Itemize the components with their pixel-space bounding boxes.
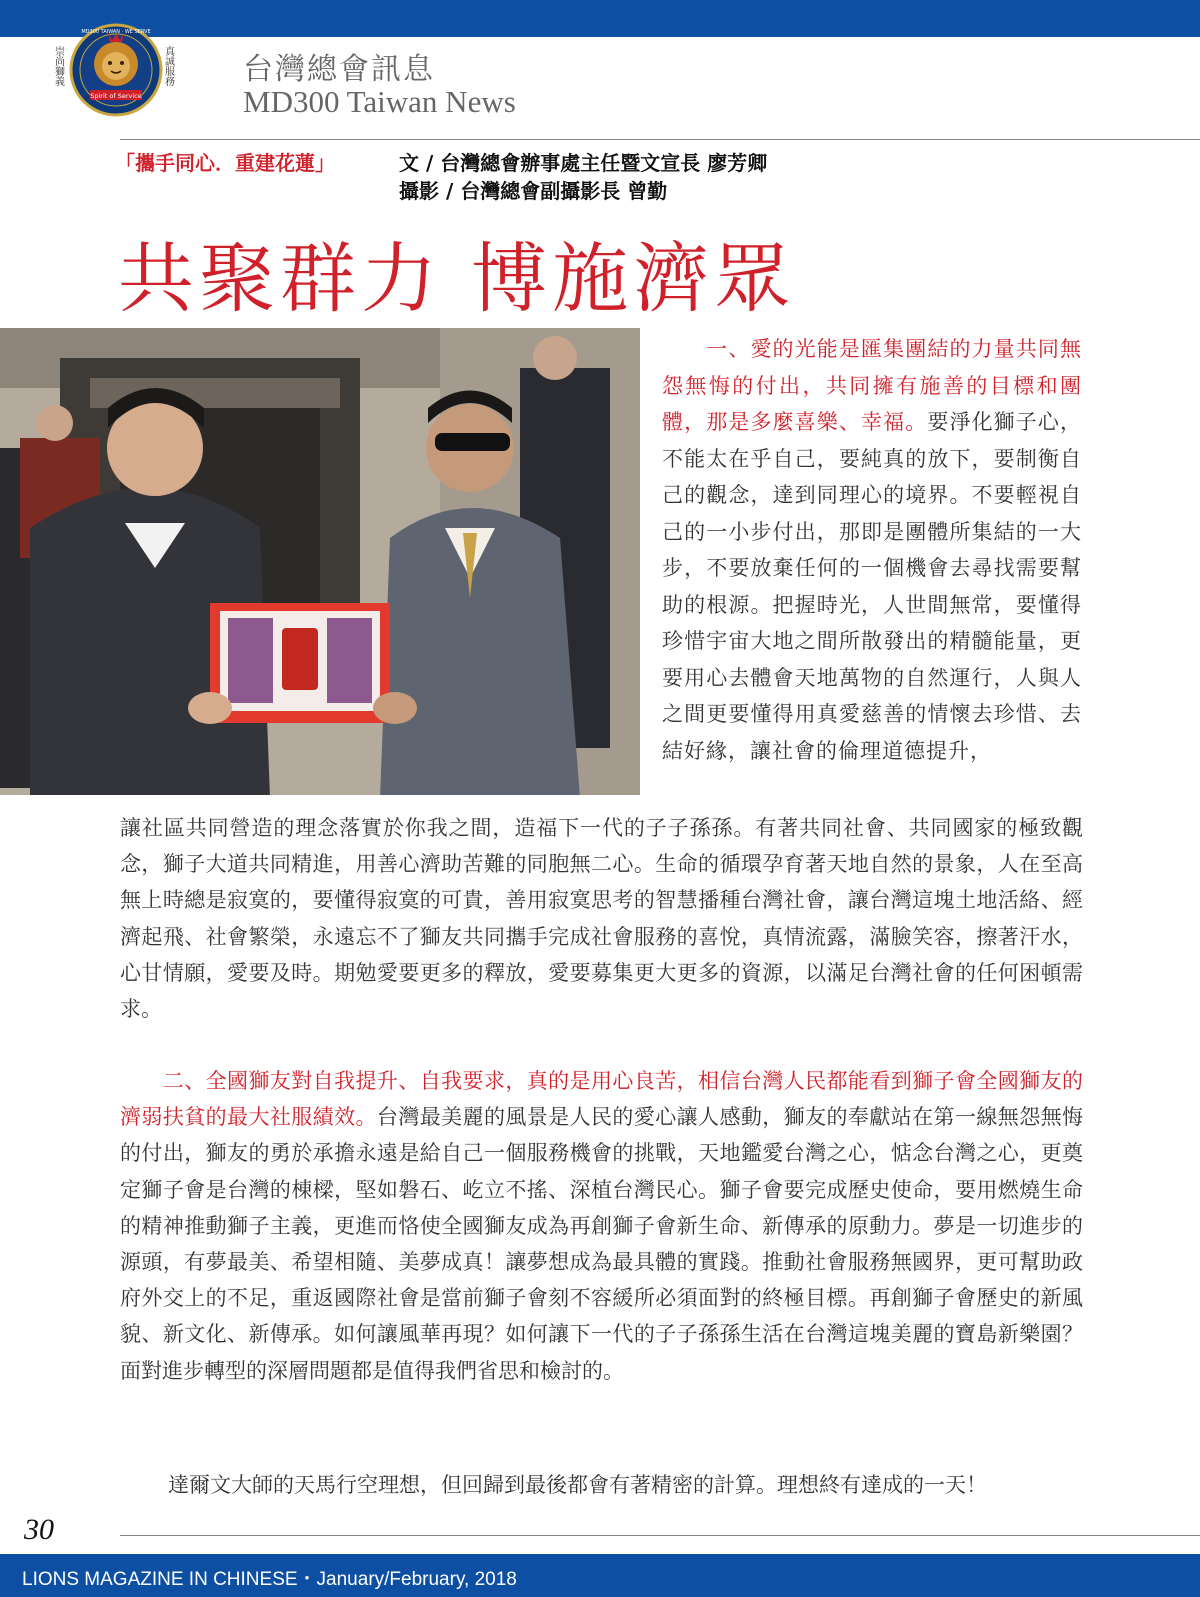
highlight-text: 二、全國獅友對自我提升、自我要求，真的是用心良苦，相信台灣人民都能看到獅子會全國獅友的濟弱扶貧的最大社服績效。 [120, 1069, 1083, 1130]
footer-divider [120, 1535, 1200, 1536]
logo-ring-text: MD300 TAIWAN · WE SERVE [81, 29, 151, 35]
article-paragraph-1-continued: 讓社區共同營造的理念落實於你我之間，造福下一代的子子孫孫。有著共同社會、共同國家的極致觀念，獅子大道共同精進，用善心濟助苦難的同胞無二心。生命的循環孕育著天地自然的景象，人在至高無上時總是寂寞的，要懂得寂寞的可貴，善用寂寞思考的智慧播種台灣社會，讓台灣這塊土地活絡、經濟起飛、社會繁榮，永遠忘不了獅友共同攜手完成社會服務的喜悅，真情流露，滿臉笑容，擦著汗水，心甘情願，愛要及時。期勉愛要更多的釋放，愛要募集更大更多的資源，以滿足台灣社會的任何困頓需求。 [120, 816, 1083, 1022]
photo-two-men-holding-gift-box [0, 328, 640, 795]
magazine-issue: LIONS MAGAZINE IN CHINESE・January/February, 2018 [22, 1569, 517, 1590]
article-paragraph-3: 達爾文大師的天馬行空理想，但回歸到最後都會有著精密的計算。理想終有達成的一天！ [168, 1473, 987, 1497]
article-paragraph-2 [120, 1063, 1083, 1389]
page-number: 30 [24, 1513, 54, 1546]
article-paragraph-1-column [662, 331, 1082, 769]
highlight-text: 一、愛的光能是匯集團結的力量共同無怨無悔的付出，共同擁有施善的目標和團體，那是多麼喜樂、幸福。 [662, 337, 1082, 434]
section-title-en: MD300 Taiwan News [243, 84, 516, 119]
left-motto: 崇尚獅義 [52, 46, 64, 86]
header-divider [120, 139, 1200, 140]
byline-author: 文 / 台灣總會辦事處主任暨文宣長 廖芳卿 [399, 151, 768, 175]
logo-ribbon-text: Spirit of Service [90, 92, 142, 100]
article-title: 共聚群力 博施濟眾 [118, 234, 796, 323]
paragraph-text: 要淨化獅子心，不能太在乎自己，要純真的放下，要制衡自己的觀念，達到同理心的境界。不要輕視自己的一小步付出，那即是團體所集結的一大步，不要放棄任何的一個機會去尋找需要幫助的根源。把握時光，人世間無常，要懂得珍惜宇宙大地之間所散發出的精髓能量，更要用心去體會天地萬物的自然運行，人與人之間更要懂得用真愛慈善的情懷去珍惜、去結好緣，讓社會的倫理道德提升， [662, 410, 1083, 763]
lion-emblem-icon [50, 20, 182, 120]
byline-photographer: 攝影 / 台灣總會副攝影長 曾勤 [399, 179, 668, 203]
paragraph-text: 台灣最美麗的風景是人民的愛心讓人感動，獅友的奉獻站在第一線無怨無悔的付出，獅友的勇於承擔永遠是給自己一個服務機會的挑戰，天地鑑愛台灣之心，惦念台灣之心，更奠定獅子會是台灣的棟樑，堅如磐石、屹立不搖、深植台灣民心。獅子會要完成歷史使命，要用燃燒生命的精神推動獅子主義，更進而恪使全國獅友成為再創獅子會新生命、新傳承的原動力。夢是一切進步的源頭，有夢最美、希望相隨、美夢成真！讓夢想成為最具體的實踐。推動社會服務無國界，更可幫助政府外交上的不足，重返國際社會是當前獅子會刻不容緩所必須面對的終極目標。再創獅子會歷史的新風貌、新文化、新傳承。如何讓風華再現？如何讓下一代的子子孫孫生活在台灣這塊美麗的寶島新樂園？面對進步轉型的深層問題都是值得我們省思和檢討的。 [120, 1105, 1084, 1383]
series-tag: 「攜手同心．重建花蓮」 [115, 151, 335, 175]
section-title-zh: 台灣總會訊息 [243, 52, 435, 87]
right-motto: 真誠服務 [162, 46, 174, 86]
footer-bar [0, 1554, 1200, 1597]
